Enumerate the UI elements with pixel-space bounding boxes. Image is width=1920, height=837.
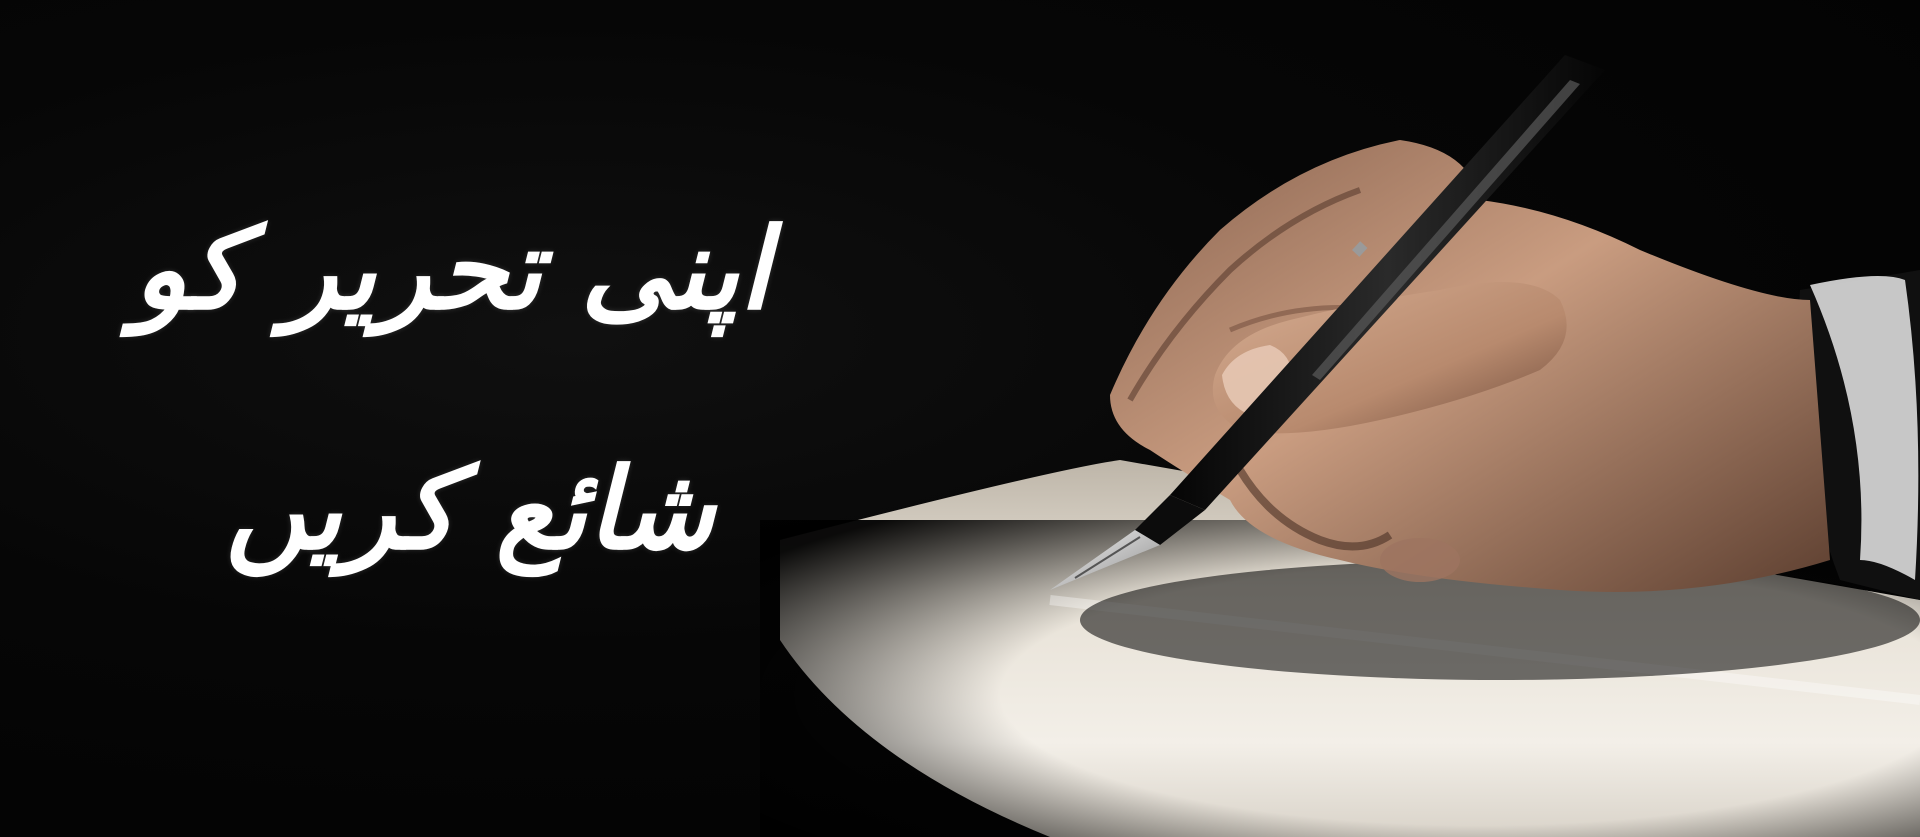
headline-line-1: اپنی تحریر کو (133, 205, 770, 335)
headline (133, 150, 770, 670)
headline-line-2: شائع کریں (225, 445, 715, 575)
